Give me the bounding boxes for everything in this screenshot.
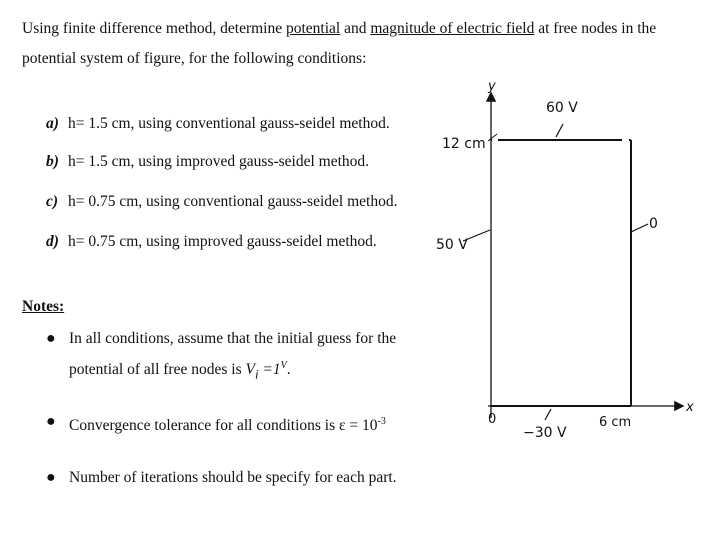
right-voltage-label: 0 — [649, 216, 658, 232]
bullet-dot-icon: ● — [46, 413, 56, 430]
intro-text-2: and — [340, 20, 371, 37]
part-a-text: h= 1.5 cm, using conventional gauss-seidel method. — [68, 115, 390, 132]
left-voltage-label: 50 V — [436, 237, 468, 253]
x-axis-label: x — [686, 400, 694, 415]
y-axis-label: y — [488, 79, 496, 94]
origin-label: 0 — [488, 412, 497, 427]
note-bullet-2-text: Convergence tolerance for all conditions is $\varepsilon = 10^{-3}$ — [69, 416, 386, 435]
part-b-letter: b) — [46, 153, 59, 170]
height-dimension-label: 12 cm — [442, 136, 486, 152]
part-b-text: h= 1.5 cm, using improved gauss-seidel method. — [68, 153, 370, 170]
top-label-pointer — [556, 124, 563, 137]
notes-title: Notes: — [22, 298, 65, 315]
note-1-line-2: potential of all free nodes is $V_i =1^V$. — [69, 360, 291, 382]
part-a-letter: a) — [46, 115, 59, 132]
intro-text-3: at free nodes in the potential system of figure, for the following conditions: — [22, 20, 657, 67]
part-c-text: h= 0.75 cm, using conventional gauss-seidel method. — [68, 193, 398, 210]
bottom-voltage-label: −30 V — [523, 425, 567, 441]
corner-gap-top-left — [492, 139, 498, 142]
note-bullet-3-text: Number of iterations should be specify for each part. — [69, 469, 397, 486]
part-d-letter: d) — [46, 233, 59, 250]
width-dimension-label: 6 cm — [599, 415, 632, 430]
note-1-line-1: In all conditions, assume that the initial guess for the — [69, 330, 397, 347]
bottom-label-pointer — [545, 409, 551, 420]
part-c-letter: c) — [46, 193, 59, 210]
intro-underlined-potential: potential — [285, 20, 341, 37]
corner-gap-top-right — [622, 138, 629, 142]
part-d-text: h= 0.75 cm, using improved gauss-seidel method. — [68, 233, 377, 250]
bullet-dot-icon: ● — [46, 469, 56, 486]
intro-text-1: Using finite difference method, determine — [22, 20, 286, 37]
bullet-dot-icon: ● — [46, 330, 56, 347]
top-voltage-label: 60 V — [546, 100, 578, 116]
intro-underlined-field: magnitude of electric field — [370, 20, 535, 37]
right-label-pointer — [631, 224, 648, 232]
